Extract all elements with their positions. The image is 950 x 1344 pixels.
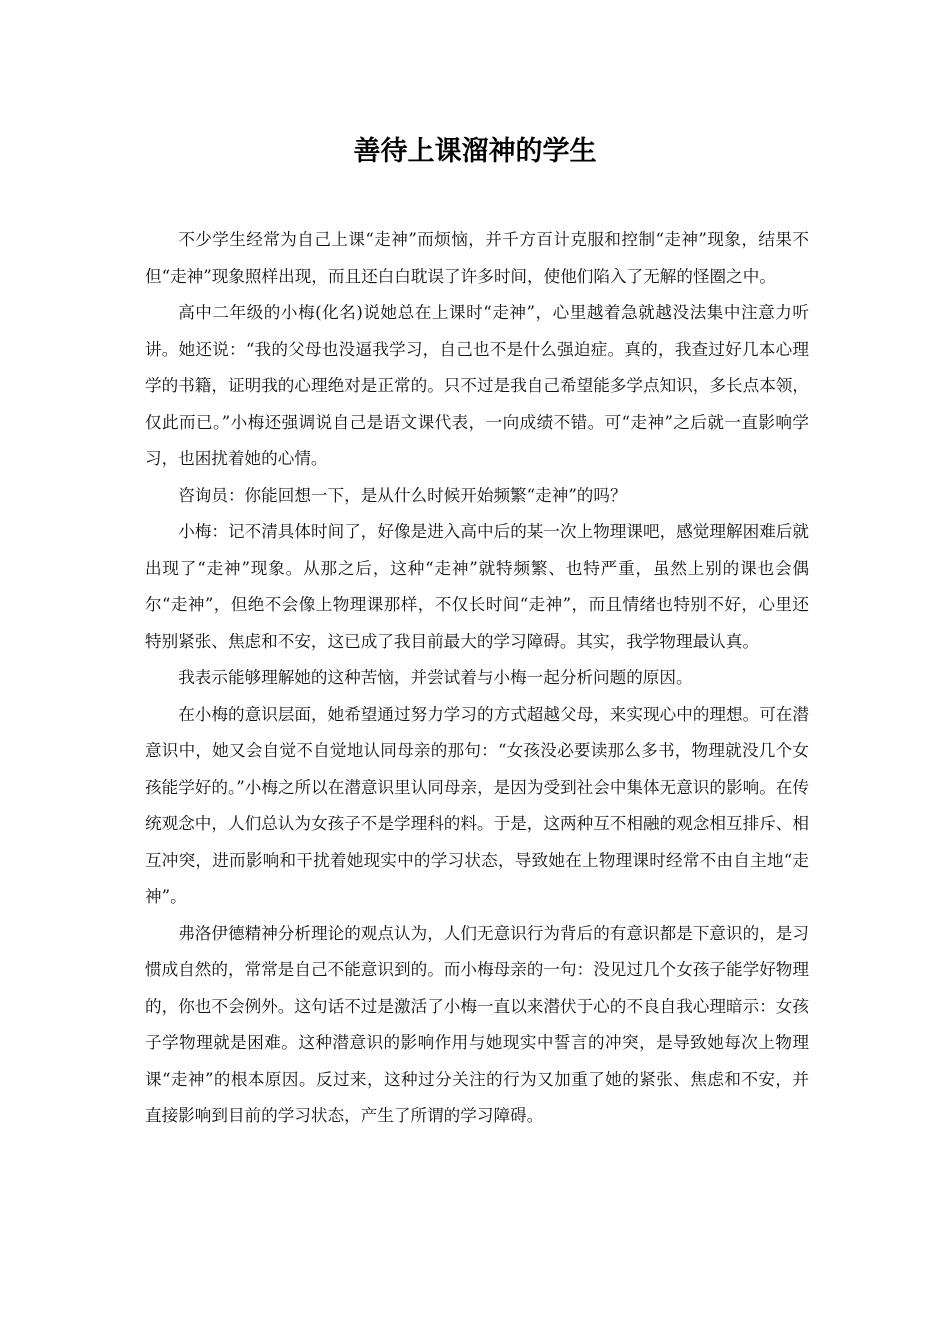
document-body: [145, 222, 809, 1135]
paragraph: 弗洛伊德精神分析理论的观点认为，人们无意识行为背后的有意识都是下意识的，是习惯成自然的，常常是自己不能意识到的。而小梅母亲的一句：没见过几个女孩子能学好物理的，你也不会例外。这句话不过是激活了小梅一直以来潜伏于心的不良自我心理暗示：女孩子学物理就是困难。这种潜意识的影响作用与她现实中誓言的冲突，是导致她每次上物理课“走神”的根本原因。反过来，这种过分关注的行为又加重了她的紧张、焦虑和不安，并直接影响到目前的学习状态，产生了所谓的学习障碍。: [145, 923, 809, 1125]
paragraph: 小梅：记不清具体时间了，好像是进入高中后的某一次上物理课吧，感觉理解困难后就出现了“走神”现象。从那之后，这种“走神”就特频繁、也特严重，虽然上别的课也会偶尔“走神”，但绝不会像上物理课那样，不仅长时间“走神”，而且情绪也特别不好，心里还特别紧张、焦虑和不安，这已成了我目前最大的学习障碍。其实，我学物理最认真。: [145, 522, 809, 651]
paragraph: 高中二年级的小梅(化名)说她总在上课时“走神”，心里越着急就越没法集中注意力听讲。她还说：“我的父母也没逼我学习，自己也不是什么强迫症。真的，我查过好几本心理学的书籍，证明我的心理绝对是正常的。只不过是我自己希望能多学点知识，多长点本领，仅此而已。”小梅还强调说自己是语文课代表，一向成绩不错。可“走神”之后就一直影响学习，也困扰着她的心情。: [145, 303, 809, 468]
document-title: 善待上课溜神的学生: [353, 136, 597, 167]
paragraph: 在小梅的意识层面，她希望通过努力学习的方式超越父母，来实现心中的理想。可在潜意识中，她又会自觉不自觉地认同母亲的那句：“女孩没必要读那么多书，物理就没几个女孩能学好的。”小梅之所以在潜意识里认同母亲，是因为受到社会中集体无意识的影响。在传统观念中，人们总认为女孩子不是学理科的料。于是，这两种互不相融的观念相互排斥、相互冲突，进而影响和干扰着她现实中的学习状态，导致她在上物理课时经常不由自主地“走神”。: [145, 704, 809, 906]
paragraph: 我表示能够理解她的这种苦恼，并尝试着与小梅一起分析问题的原因。: [178, 668, 693, 687]
paragraph: 不少学生经常为自己上课“走神”而烦恼，并千方百计克服和控制“走神”现象，结果不但“走神”现象照样出现，而且还白白耽误了许多时间，使他们陷入了无解的怪圈之中。: [145, 230, 809, 286]
paragraph: 咨询员：你能回想一下，是从什么时候开始频繁“走神”的吗？: [178, 485, 627, 505]
